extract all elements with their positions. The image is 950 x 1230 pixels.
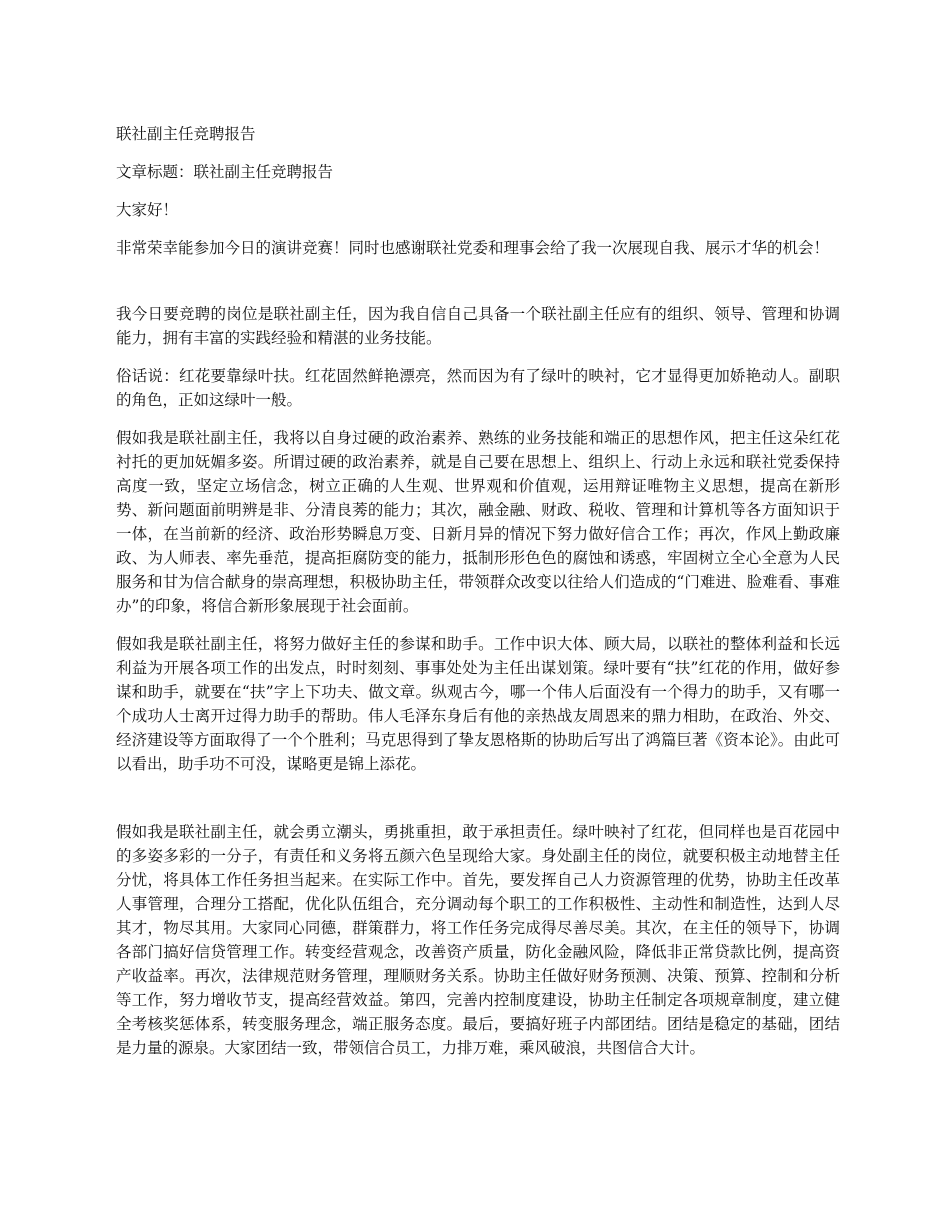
greeting: 大家好！ xyxy=(116,201,179,219)
paragraph-opening: 非常荣幸能参加今日的演讲竞赛！同时也感谢联社党委和理事会给了我一次展现自我、展示才华的机会！ xyxy=(116,239,830,257)
paragraph-green-leaf: 俗话说：红花要靠绿叶扶。红花固然鲜艳漂亮，然而因为有了绿叶的映衬，它才显得更加娇艳动人。副职的角色，正如这绿叶一般。 xyxy=(116,367,840,409)
document-page xyxy=(116,122,840,1074)
paragraph-position: 我今日要竞聘的岗位是联社副主任，因为我自信自己具备一个联社副主任应有的组织、领导、管理和协调能力，拥有丰富的实践经验和精湛的业务技能。 xyxy=(116,305,840,347)
paragraph-responsibility: 假如我是联社副主任，就会勇立潮头，勇挑重担，敢于承担责任。绿叶映衬了红花，但同样也是百花园中的多姿多彩的一分子，有责任和义务将五颜六色呈现给大家。身处副主任的岗位，就要积极主动地替主任分忧，将具体工作任务担当起来。在实际工作中。首先，要发挥自己人力资源管理的优势，协助主任改革人事管理，合理分工搭配，优化队伍组合，充分调动每个职工的工作积极性、主动性和制造性，达到人尽其才，物尽其用。大家同心同德，群策群力，将工作任务完成得尽善尽美。其次，在主任的领导下，协调各部门搞好信贷管理工作。转变经营观念，改善资产质量，防化金融风险，降低非正常贷款比例，提高资产收益率。再次，法律规范财务管理，理顺财务关系。协助主任做好财务预测、决策、预算、控制和分析等工作，努力增收节支，提高经营效益。第四，完善内控制度建设，协助主任制定各项规章制度，建立健全考核奖惩体系，转变服务理念，端正服务态度。最后，要搞好班子内部团结。团结是稳定的基础，团结是力量的源泉。大家团结一致，带领信合员工，力排万难，乘风破浪，共图信合大计。 xyxy=(116,823,840,1057)
document-subtitle: 文章标题：联社副主任竞聘报告 xyxy=(116,163,334,181)
paragraph-political-quality: 假如我是联社副主任，我将以自身过硬的政治素养、熟练的业务技能和端正的思想作风，把主任这朵红花衬托的更加妩媚多姿。所谓过硬的政治素养，就是自己要在思想上、组织上、行动上永远和联社党委保持高度一致，坚定立场信念，树立正确的人生观、世界观和价值观，运用辩证唯物主义思想，提高在新形势、新问题面前明辨是非、分清良莠的能力；其次，融金融、财政、税收、管理和计算机等各方面知识于一体，在当前新的经济、政治形势瞬息万变、日新月异的情况下努力做好信合工作；再次，作风上勤政廉政、为人师表、率先垂范，提高拒腐防变的能力，抵制形形色色的腐蚀和诱惑，牢固树立全心全意为人民服务和甘为信合献身的崇高理想，积极协助主任，带领群众改变以往给人们造成的“门难进、脸难看、事难办”的印象，将信合新形象展现于社会面前。 xyxy=(116,429,840,615)
document-title: 联社副主任竞聘报告 xyxy=(116,125,256,143)
paragraph-advisor-assistant: 假如我是联社副主任，将努力做好主任的参谋和助手。工作中识大体、顾大局，以联社的整体利益和长远利益为开展各项工作的出发点，时时刻刻、事事处处为主任出谋划策。绿叶要有“扶”红花的作用，做好参谋和助手，就要在“扶”字上下功夫、做文章。纵观古今，哪一个伟人后面没有一个得力的助手，又有哪一个成功人士离开过得力助手的帮助。伟人毛泽东身后有他的亲热战友周恩来的鼎力相助，在政治、外交、经济建设等方面取得了一个个胜利；马克思得到了挚友恩格斯的协助后写出了鸿篇巨著《资本论》。由此可以看出，助手功不可没，谋略更是锦上添花。 xyxy=(116,635,840,773)
